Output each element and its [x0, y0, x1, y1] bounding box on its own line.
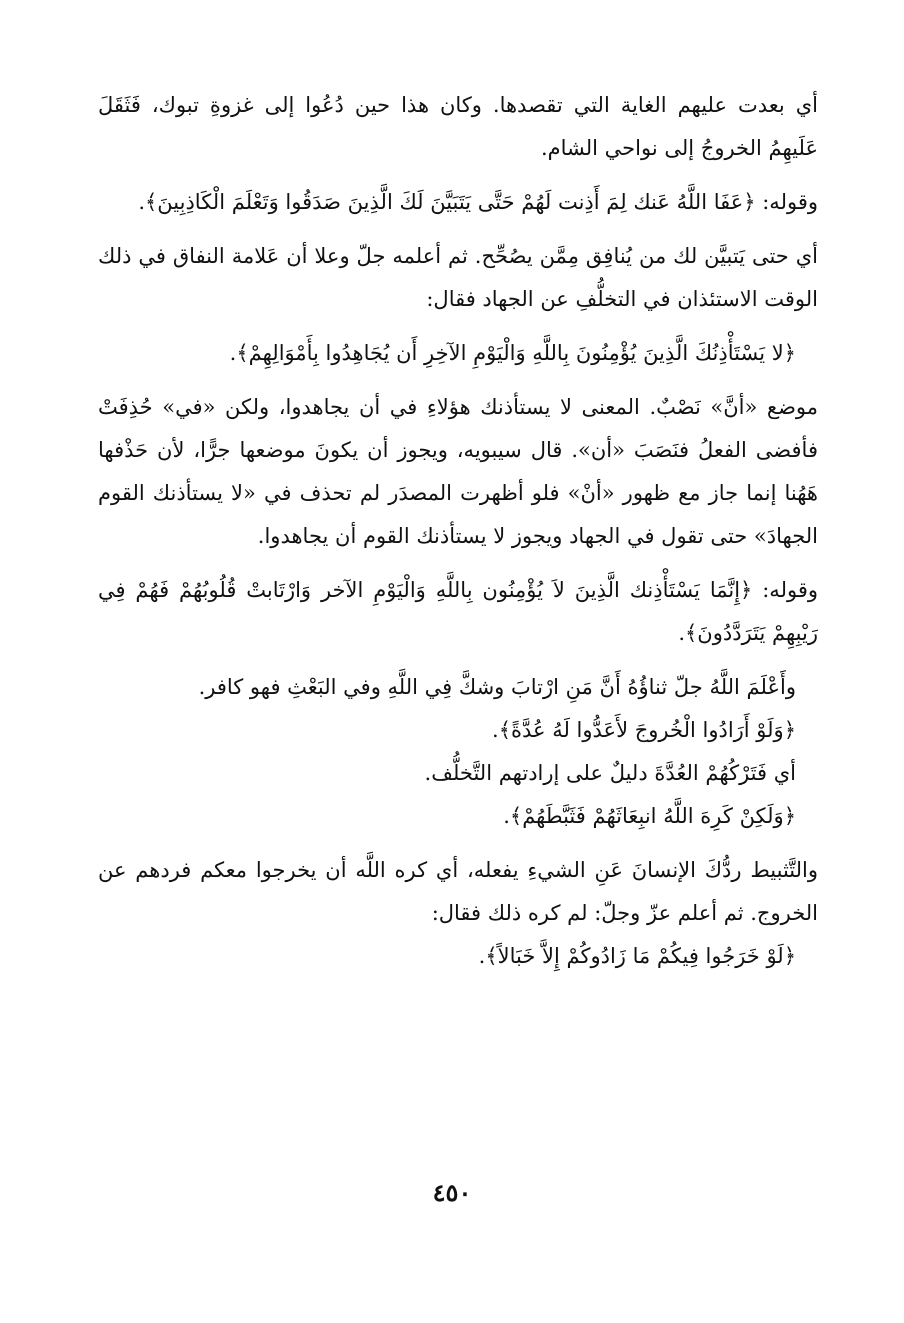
paragraph-7: أي فَتَرْكُهُمْ العُدَّةَ دليلٌ على إرادتهم التَّخلُّف.: [424, 761, 796, 785]
paragraph-8: والتَّثبيط ردُّكَ الإنسانَ عَنِ الشيءِ يفعله، أي كره اللَّه أن يخرجوا معكم فردهم عن الخروج. ثم أعلم عزّ وجلّ: لم كره ذلك فقال:: [98, 858, 818, 925]
verse-1: ﴿لا يَسْتَأْذِنُكَ الَّذِينَ يُؤْمِنُونَ بِاللَّهِ وَالْيَوْمِ الآخِرِ أَن يُجَاهِدُوا بِأَمْوَالِهِمْ﴾.: [229, 341, 796, 365]
paragraph-6: وأَعْلَمَ اللَّهُ جلّ ثناؤُهُ أَنَّ مَنِ ارْتابَ وشكَّ فِي اللَّهِ وفي البَعْثِ فهو كافر.: [198, 675, 796, 699]
page-number: ٤٥٠: [432, 1178, 472, 1207]
paragraph-5: وقوله: ﴿إِنَّمَا يَسْتَأْذِنك الَّذِينَ لاَ يُؤْمِنُون بِاللَّهِ وَالْيَوْمِ الآخر وَارْتَابتْ قُلُوبُهُمْ فَهُمْ فِي رَيْبِهِمْ يَتَرَدَّدُونَ﴾.: [98, 578, 818, 645]
page-body: [98, 84, 818, 978]
paragraph-3: أي حتى يَتبيَّن لك من يُنافِق مِمَّن يصُحِّح. ثم أعلمه جلّ وعلا أن عَلامة النفاق في ذلك الوقت الاستئذان في التخلُّفِ عن الجهاد فقال:: [98, 244, 818, 311]
verse-3: ﴿وَلَكِنْ كَرِهَ اللَّهُ انبِعَاثَهُمْ فَثَبَّطَهُمْ﴾.: [503, 804, 796, 828]
paragraph-2: وقوله: ﴿عَفَا اللَّهُ عَنك لِمَ أَذِنت لَهُمْ حَتَّى يَتَبَيَّنَ لَكَ الَّذِينَ صَدَقُوا وَتَعْلَمَ الْكَاذِبِينَ﴾.: [138, 190, 818, 214]
paragraph-4: موضع «أنَّ» نَصْبٌ. المعنى لا يستأذنك هؤلاءِ في أن يجاهدوا، ولكن «في» حُذِفَتْ فأفضى الفعلُ فنَصَبَ «أن». قال سيبويه، ويجوز أن يكونَ موضعها جرًّا، لأن حَذْفها هَهُنا إنما جاز مع ظهور «أنْ» فلو أظهرت المصدَر لم تحذف في «لا يستأذنك القوم الجهادَ» حتى تقول في الجهاد ويجوز لا يستأذنك القوم أن يجاهدوا.: [98, 395, 818, 548]
verse-2: ﴿وَلَوْ أَرَادُوا الْخُروجَ لأَعَدُّوا لَهُ عُدَّةً﴾.: [492, 718, 796, 742]
verse-4: ﴿لَوْ خَرَجُوا فِيكُمْ مَا زَادُوكُمْ إِلاَّ خَبَالاً﴾.: [478, 944, 796, 968]
paragraph-1: أي بعدت عليهم الغاية التي تقصدها. وكان هذا حين دُعُوا إلى غزوةِ تبوك، فَثَقَلَ عَلَيهِمُ الخروجُ إلى نواحي الشام.: [98, 93, 818, 160]
